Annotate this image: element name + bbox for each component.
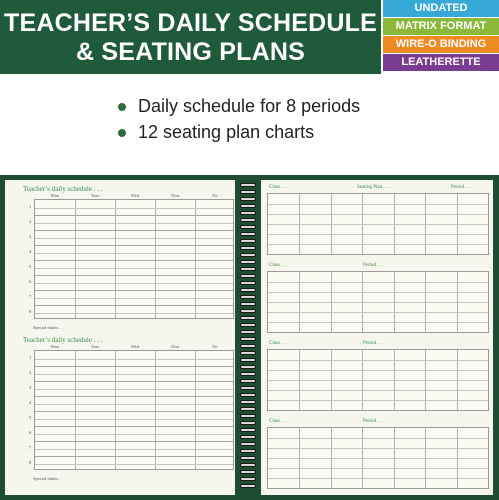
spiral-coil [240, 386, 256, 390]
spiral-coil [240, 435, 256, 439]
schedule-title: Teacher’s daily schedule . . . [23, 336, 103, 344]
spiral-coil [240, 470, 256, 474]
spiral-coil [240, 267, 256, 271]
grid-row-line [35, 275, 233, 276]
grid-row-line [35, 298, 233, 299]
spiral-coil [240, 421, 256, 425]
spiral-coil [240, 197, 256, 201]
period-number: 2 [29, 218, 32, 224]
feature-badges [383, 0, 499, 85]
period-number: 7 [29, 293, 32, 299]
grid-row-line [35, 434, 233, 435]
spiral-coil [240, 302, 256, 306]
period-label: Period . . . [363, 419, 384, 424]
seat-row-line [268, 224, 488, 225]
period-label: Period . . . [451, 185, 472, 190]
period-number: 3 [29, 233, 32, 239]
day-label: Fri [212, 344, 218, 349]
seat-row-line [268, 234, 488, 235]
spiral-coil [240, 484, 256, 488]
spiral-coil [240, 183, 256, 187]
seat-row-line [268, 214, 488, 215]
seat-row-line [268, 322, 488, 323]
seat-row-line [268, 204, 488, 205]
seat-row-line [268, 458, 488, 459]
badge-wire-o-binding: WIRE-O BINDING [383, 36, 499, 53]
spiral-coil [240, 344, 256, 348]
seat-row-line [268, 380, 488, 381]
day-label: Wed [130, 193, 140, 198]
spiral-coil [240, 323, 256, 327]
spiral-coil [240, 463, 256, 467]
grid-column-line [75, 351, 76, 469]
grid-column-line [75, 200, 76, 318]
spiral-coil [240, 407, 256, 411]
seat-row-line [268, 244, 488, 245]
grid-row-line [35, 215, 233, 216]
spiral-coil [240, 358, 256, 362]
seating-page [261, 180, 493, 495]
spiral-coil [240, 477, 256, 481]
seat-row-line [268, 302, 488, 303]
spiral-coil [240, 316, 256, 320]
seat-row-line [268, 282, 488, 283]
seat-row-line [268, 438, 488, 439]
period-label: Period . . . [363, 263, 384, 268]
grid-row-line [35, 208, 233, 209]
grid-row-line [35, 411, 233, 412]
seating-chart [265, 341, 489, 413]
spiral-coil [240, 365, 256, 369]
spiral-coil [240, 449, 256, 453]
spiral-coil [240, 379, 256, 383]
title-line-2: & SEATING PLANS [76, 38, 305, 66]
class-label: Class . . . [269, 419, 288, 424]
grid-row-line [35, 381, 233, 382]
badge-undated: UNDATED [383, 0, 499, 17]
seating-chart [265, 185, 489, 257]
grid-row-line [35, 238, 233, 239]
period-number: 1 [29, 203, 32, 209]
grid-row-line [35, 359, 233, 360]
class-label: Class . . . [269, 185, 288, 190]
period-number: 5 [29, 414, 32, 420]
seating-chart [265, 419, 489, 491]
period-number: 7 [29, 444, 32, 450]
special-duties-label: Special duties . . . [33, 476, 65, 481]
period-number: 2 [29, 369, 32, 375]
grid-row-line [35, 268, 233, 269]
feature-text: 12 seating plan charts [138, 122, 315, 142]
title-line-1: TEACHER’S DAILY SCHEDULE [4, 9, 377, 37]
grid-row-line [35, 230, 233, 231]
header-banner [0, 0, 381, 74]
spiral-coil [240, 218, 256, 222]
grid-column-line [195, 351, 196, 469]
spiral-coil [240, 393, 256, 397]
period-number: 3 [29, 384, 32, 390]
class-label: Class . . . [269, 341, 288, 346]
spiral-coil [240, 428, 256, 432]
day-label: Mon [50, 344, 60, 349]
period-number: 6 [29, 429, 32, 435]
period-number: 8 [29, 459, 32, 465]
period-number: 4 [29, 399, 32, 405]
spiral-coil [240, 260, 256, 264]
spiral-coil [240, 225, 256, 229]
period-number: 5 [29, 263, 32, 269]
schedule-grid [34, 199, 234, 319]
grid-row-line [35, 441, 233, 442]
grid-row-line [35, 260, 233, 261]
spiral-coil [240, 190, 256, 194]
grid-column-line [155, 200, 156, 318]
badge-matrix-format: MATRIX FORMAT [383, 18, 499, 35]
bullet-dot-icon [118, 129, 126, 137]
day-label: Tues [90, 344, 100, 349]
schedule-page [5, 180, 235, 495]
spiral-coil [240, 239, 256, 243]
planner-image [0, 175, 499, 500]
spiral-coil [240, 309, 256, 313]
badge-leatherette-cover: LEATHERETTE COVER [383, 54, 499, 71]
grid-row-line [35, 305, 233, 306]
period-number: 8 [29, 308, 32, 314]
day-label: Tues [90, 193, 100, 198]
grid-row-line [35, 253, 233, 254]
spiral-coil [240, 351, 256, 355]
seat-row-line [268, 312, 488, 313]
seat-row-line [268, 292, 488, 293]
period-label: Period . . . [363, 341, 384, 346]
special-duties-label: Special duties . . . [33, 325, 65, 330]
grid-column-line [195, 200, 196, 318]
seat-row-line [268, 370, 488, 371]
bullet-dot-icon [118, 103, 126, 111]
spiral-coil [240, 232, 256, 236]
spiral-coil [240, 288, 256, 292]
grid-row-line [35, 464, 233, 465]
grid-column-line [155, 351, 156, 469]
grid-row-line [35, 396, 233, 397]
day-label: Fri [212, 193, 218, 198]
period-number: 6 [29, 278, 32, 284]
spiral-coil [240, 211, 256, 215]
grid-row-line [35, 245, 233, 246]
schedule-title: Teacher’s daily schedule . . . [23, 185, 103, 193]
grid-row-line [35, 419, 233, 420]
grid-row-line [35, 290, 233, 291]
seat-row-line [268, 360, 488, 361]
day-label: Thur [170, 193, 180, 198]
spiral-coil [240, 281, 256, 285]
spiral-coil [240, 372, 256, 376]
feature-text: Daily schedule for 8 periods [138, 96, 361, 116]
seat-row-line [268, 468, 488, 469]
grid-row-line [35, 404, 233, 405]
seating-chart [265, 263, 489, 335]
spiral-coil [240, 295, 256, 299]
grid-row-line [35, 366, 233, 367]
seating-grid [267, 349, 489, 411]
spiral-coil [240, 246, 256, 250]
seat-row-line [268, 478, 488, 479]
spiral-coil [240, 330, 256, 334]
seating-grid [267, 271, 489, 333]
spiral-coil [240, 204, 256, 208]
grid-row-line [35, 223, 233, 224]
grid-row-line [35, 426, 233, 427]
spiral-coil [240, 414, 256, 418]
seating-grid [267, 427, 489, 489]
spiral-coil [240, 274, 256, 278]
spiral-coil [240, 400, 256, 404]
seat-row-line [268, 448, 488, 449]
grid-row-line [35, 456, 233, 457]
seating-plan-label: Seating Plan . . . [357, 185, 390, 190]
day-label: Mon [50, 193, 60, 198]
grid-column-line [115, 200, 116, 318]
grid-row-line [35, 374, 233, 375]
class-label: Class . . . [269, 263, 288, 268]
period-number: 1 [29, 354, 32, 360]
spiral-coil [240, 456, 256, 460]
day-label: Thur [170, 344, 180, 349]
spiral-coil [240, 337, 256, 341]
period-number: 4 [29, 248, 32, 254]
grid-row-line [35, 283, 233, 284]
grid-column-line [115, 351, 116, 469]
grid-row-line [35, 449, 233, 450]
wire-o-binding [238, 183, 259, 493]
seating-grid [267, 193, 489, 255]
seat-row-line [268, 400, 488, 401]
day-label: Wed [130, 344, 140, 349]
schedule-grid [34, 350, 234, 470]
spiral-coil [240, 442, 256, 446]
grid-row-line [35, 313, 233, 314]
spiral-coil [240, 253, 256, 257]
seat-row-line [268, 390, 488, 391]
grid-row-line [35, 389, 233, 390]
